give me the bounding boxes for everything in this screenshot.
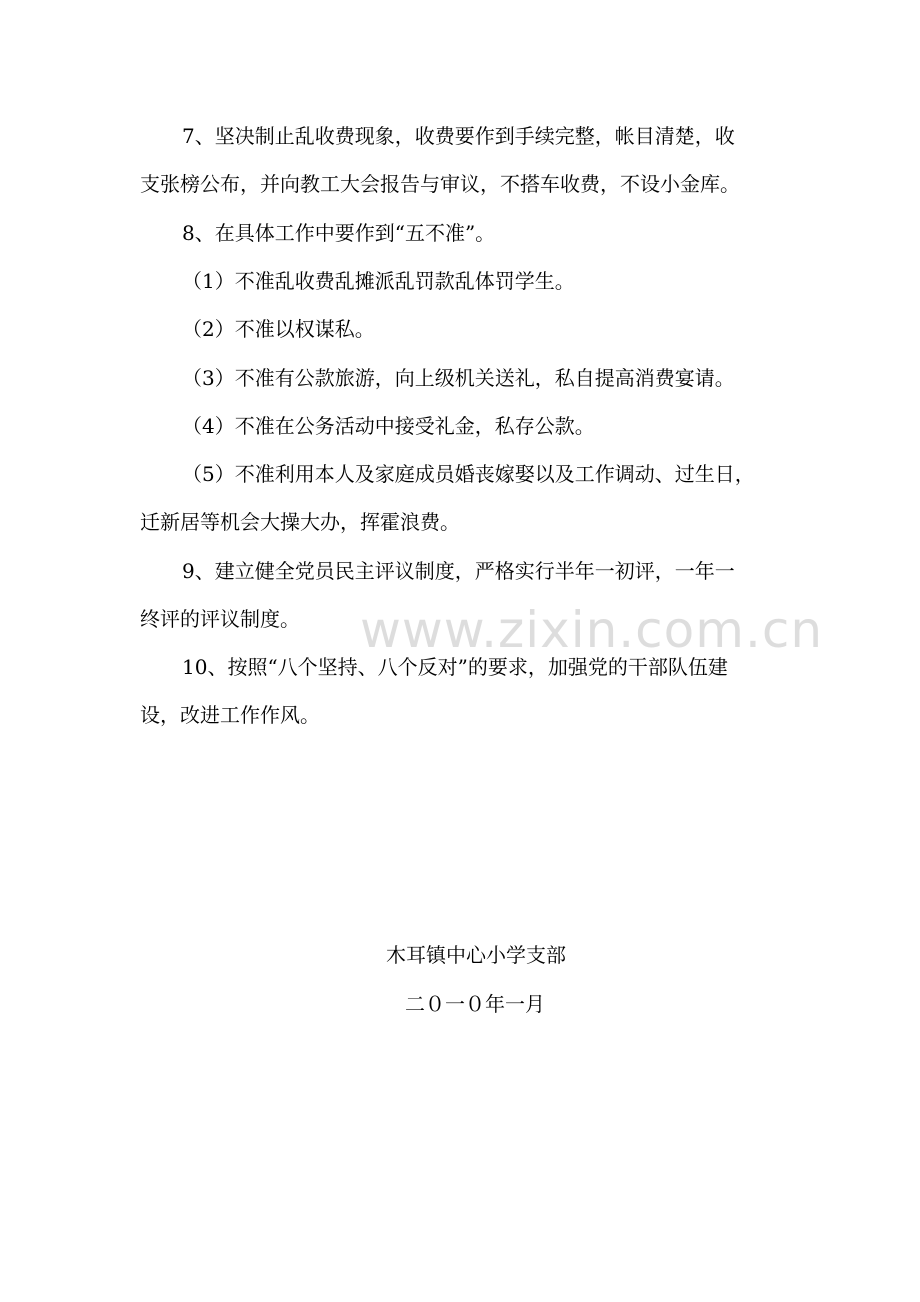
paragraph-7-line-2: 支张榜公布，并向教工大会报告与审议，不搭车收费，不设小金库。 — [140, 172, 740, 196]
rule-item-2: （2）不准以权谋私。 — [182, 317, 375, 341]
paragraph-10-line-2: 设，改进工作作风。 — [140, 703, 320, 727]
watermark: www.zixin.com.cn — [360, 601, 824, 659]
rule-item-5-line-1: （5）不准利用本人及家庭成员婚丧嫁娶以及工作调动、过生日， — [182, 462, 755, 486]
paragraph-7-line-1: 7、坚决制止乱收费现象，收费要作到手续完整，帐目清楚，收 — [182, 124, 735, 148]
paragraph-9-line-2: 终评的评议制度。 — [140, 607, 300, 631]
signature-date: 二０一０年一月 — [405, 992, 545, 1016]
paragraph-9-line-1: 9、建立健全党员民主评议制度，严格实行半年一初评，一年一 — [182, 559, 735, 583]
paragraph-8: 8、在具体工作中要作到“五不准”。 — [182, 221, 496, 245]
paragraph-10-line-1: 10、按照“八个坚持、八个反对”的要求，加强党的干部队伍建 — [182, 655, 728, 679]
rule-item-1: （1）不准乱收费乱摊派乱罚款乱体罚学生。 — [182, 269, 575, 293]
rule-item-4: （4）不准在公务活动中接受礼金，私存公款。 — [182, 414, 595, 438]
rule-item-3: （3）不准有公款旅游，向上级机关送礼，私自提高消费宴请。 — [182, 366, 735, 390]
rule-item-5-line-2: 迁新居等机会大操大办，挥霍浪费。 — [140, 510, 460, 534]
signature-organization: 木耳镇中心小学支部 — [386, 943, 566, 967]
